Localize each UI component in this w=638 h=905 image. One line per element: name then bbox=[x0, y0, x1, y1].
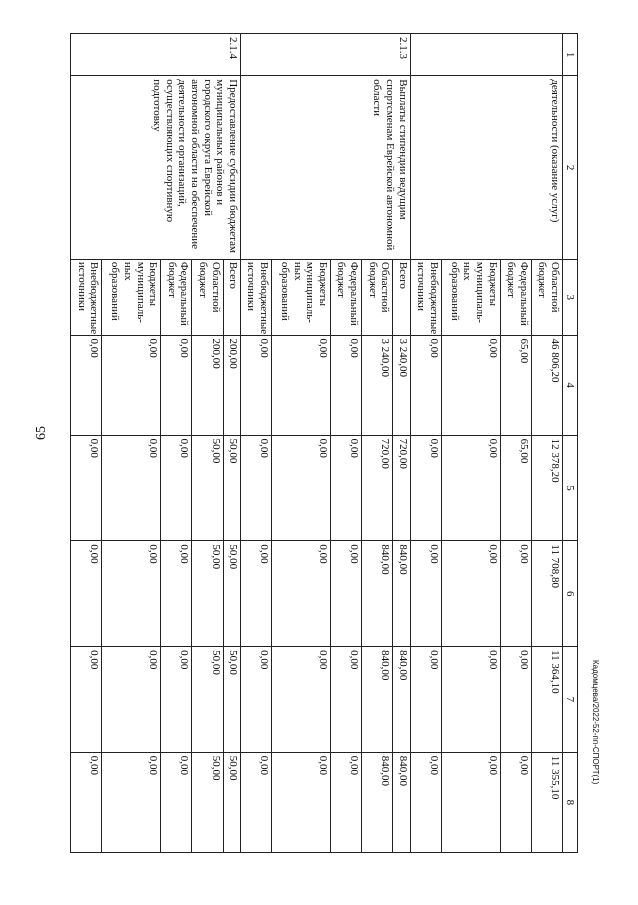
value-year-1: 0,00 bbox=[271, 435, 330, 541]
value-year-4: 0,00 bbox=[102, 752, 161, 852]
value-year-4: 50,00 bbox=[192, 752, 223, 852]
value-year-4: 0,00 bbox=[441, 752, 500, 852]
value-year-3: 0,00 bbox=[71, 647, 102, 753]
value-year-2: 0,00 bbox=[271, 541, 330, 647]
funding-source: Федеральный бюджет bbox=[330, 259, 361, 335]
value-year-4: 0,00 bbox=[71, 752, 102, 852]
value-year-2: 0,00 bbox=[330, 541, 361, 647]
value-total: 46 806,20 bbox=[531, 335, 562, 435]
value-total: 200,00 bbox=[223, 335, 240, 435]
value-year-3: 0,00 bbox=[330, 647, 361, 753]
value-year-3: 50,00 bbox=[223, 647, 240, 753]
value-year-1: 0,00 bbox=[102, 435, 161, 541]
funding-source: Внебюджетные источники bbox=[71, 259, 102, 335]
header-cell-6: 6 bbox=[563, 541, 578, 647]
value-year-2: 840,00 bbox=[362, 541, 393, 647]
document-footer: Кадомцева/2022-52-пп-СПОРТ(1) bbox=[591, 660, 600, 785]
value-total: 3 240,00 bbox=[393, 335, 410, 435]
header-cell-3: 3 bbox=[563, 259, 578, 335]
value-year-3: 0,00 bbox=[271, 647, 330, 753]
row-code bbox=[410, 34, 562, 76]
funding-source: Областной бюджет bbox=[192, 259, 223, 335]
funding-source: Бюджеты муниципаль-ных образований bbox=[102, 259, 161, 335]
value-year-2: 0,00 bbox=[71, 541, 102, 647]
value-total: 0,00 bbox=[410, 335, 441, 435]
value-year-2: 0,00 bbox=[240, 541, 271, 647]
funding-source: Федеральный бюджет bbox=[161, 259, 192, 335]
value-total: 0,00 bbox=[161, 335, 192, 435]
value-year-4: 50,00 bbox=[223, 752, 240, 852]
value-year-1: 0,00 bbox=[410, 435, 441, 541]
header-row bbox=[563, 34, 578, 853]
value-year-2: 0,00 bbox=[102, 541, 161, 647]
value-year-1: 50,00 bbox=[192, 435, 223, 541]
header-cell-8: 8 bbox=[563, 752, 578, 852]
value-year-4: 0,00 bbox=[240, 752, 271, 852]
value-year-3: 0,00 bbox=[441, 647, 500, 753]
funding-source: Внебюджетные источники bbox=[240, 259, 271, 335]
table-row bbox=[531, 34, 562, 853]
table-row bbox=[393, 34, 410, 853]
funding-source: Всего bbox=[223, 259, 240, 335]
funding-source: Федеральный бюджет bbox=[500, 259, 531, 335]
value-year-4: 11 355,10 bbox=[531, 752, 562, 852]
value-year-2: 11 708,80 bbox=[531, 541, 562, 647]
value-year-2: 0,00 bbox=[500, 541, 531, 647]
value-total: 0,00 bbox=[330, 335, 361, 435]
value-year-3: 0,00 bbox=[240, 647, 271, 753]
value-year-3: 0,00 bbox=[102, 647, 161, 753]
header-cell-2: 2 bbox=[563, 76, 578, 260]
value-total: 0,00 bbox=[441, 335, 500, 435]
value-total: 65,00 bbox=[500, 335, 531, 435]
value-year-4: 840,00 bbox=[362, 752, 393, 852]
funding-source: Областной бюджет bbox=[362, 259, 393, 335]
funding-source: Внебюджетные источники bbox=[410, 259, 441, 335]
header-cell-7: 7 bbox=[563, 647, 578, 753]
value-year-1: 0,00 bbox=[330, 435, 361, 541]
value-year-3: 0,00 bbox=[500, 647, 531, 753]
value-year-1: 50,00 bbox=[223, 435, 240, 541]
value-total: 3 240,00 bbox=[362, 335, 393, 435]
value-total: 0,00 bbox=[102, 335, 161, 435]
value-year-3: 0,00 bbox=[161, 647, 192, 753]
value-year-4: 0,00 bbox=[500, 752, 531, 852]
row-name: деятельности (оказание услуг) bbox=[410, 76, 562, 260]
value-total: 0,00 bbox=[71, 335, 102, 435]
value-year-1: 12 378,20 bbox=[531, 435, 562, 541]
header-cell-5: 5 bbox=[563, 435, 578, 541]
row-name: Выплаты стипендии ведущим спортсменам Еврейской автономной области bbox=[240, 76, 410, 260]
value-year-3: 11 364,10 bbox=[531, 647, 562, 753]
value-year-2: 50,00 bbox=[192, 541, 223, 647]
value-total: 200,00 bbox=[192, 335, 223, 435]
value-year-2: 0,00 bbox=[161, 541, 192, 647]
row-code: 2.1.4 bbox=[71, 34, 241, 76]
table-row bbox=[223, 34, 240, 853]
value-year-1: 0,00 bbox=[71, 435, 102, 541]
value-year-2: 840,00 bbox=[393, 541, 410, 647]
row-name: Предоставление субсидии бюджетам муниципальных районов и городского округа Еврейской автономной области на обеспечение деятельности организаций, осуществляющих спортивную подготовку bbox=[71, 76, 241, 260]
funding-source: Областной бюджет bbox=[531, 259, 562, 335]
value-year-1: 0,00 bbox=[441, 435, 500, 541]
value-year-2: 0,00 bbox=[410, 541, 441, 647]
value-year-4: 0,00 bbox=[271, 752, 330, 852]
value-year-1: 65,00 bbox=[500, 435, 531, 541]
funding-source: Бюджеты муниципаль-ных образований bbox=[271, 259, 330, 335]
value-year-1: 720,00 bbox=[362, 435, 393, 541]
funding-source: Бюджеты муниципаль-ных образований bbox=[441, 259, 500, 335]
value-year-4: 0,00 bbox=[161, 752, 192, 852]
value-year-4: 840,00 bbox=[393, 752, 410, 852]
value-year-4: 0,00 bbox=[330, 752, 361, 852]
funding-source: Всего bbox=[393, 259, 410, 335]
value-year-3: 840,00 bbox=[362, 647, 393, 753]
value-year-1: 0,00 bbox=[240, 435, 271, 541]
value-year-1: 720,00 bbox=[393, 435, 410, 541]
header-cell-1: 1 bbox=[563, 34, 578, 76]
value-year-3: 50,00 bbox=[192, 647, 223, 753]
budget-table bbox=[70, 33, 578, 853]
value-year-3: 0,00 bbox=[410, 647, 441, 753]
rotated-table-container bbox=[70, 33, 578, 853]
value-year-3: 840,00 bbox=[393, 647, 410, 753]
value-year-2: 50,00 bbox=[223, 541, 240, 647]
value-total: 0,00 bbox=[271, 335, 330, 435]
page-number: 65 bbox=[34, 426, 49, 440]
header-cell-4: 4 bbox=[563, 335, 578, 435]
row-code: 2.1.3 bbox=[240, 34, 410, 76]
value-year-1: 0,00 bbox=[161, 435, 192, 541]
value-year-4: 0,00 bbox=[410, 752, 441, 852]
value-total: 0,00 bbox=[240, 335, 271, 435]
value-year-2: 0,00 bbox=[441, 541, 500, 647]
